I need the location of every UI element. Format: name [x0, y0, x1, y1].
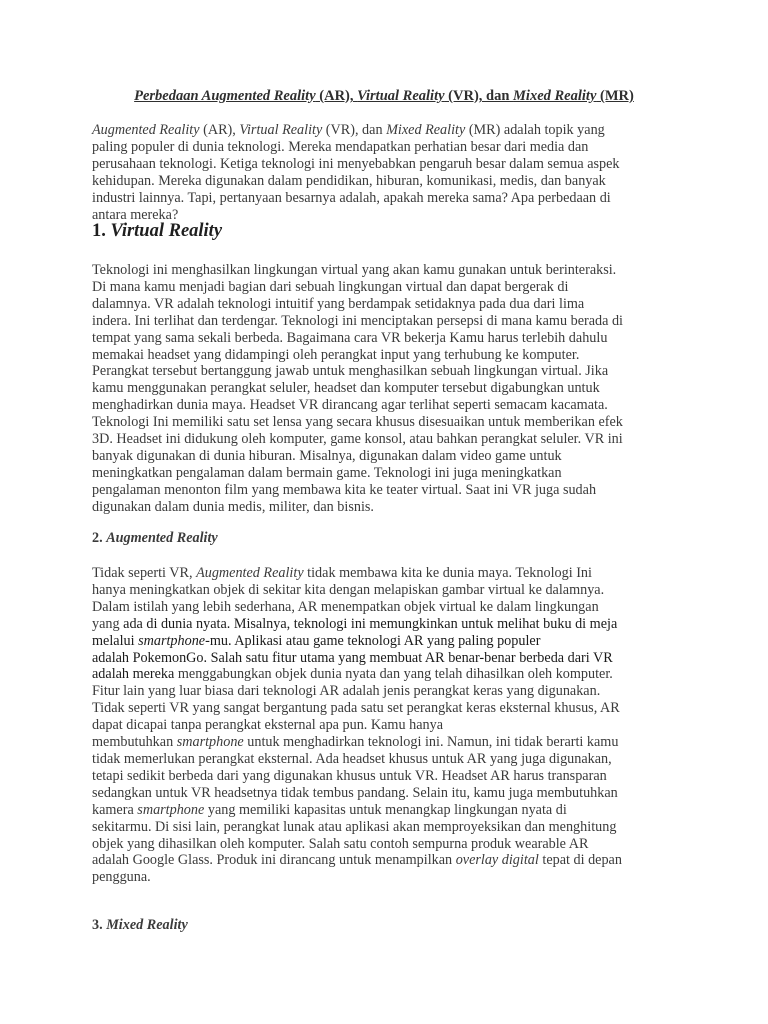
document-title — [0, 88, 768, 105]
intro-line: industri lainnya. Tapi, pertanyaan besarnya adalah, apakah mereka sama? Apa perbedaan di — [92, 189, 611, 206]
vr-line: memakai headset yang didampingi oleh perangkat input yang terhubung ke komputer. — [92, 346, 580, 363]
ar-line: dapat dicapai tanpa perangkat eksternal apa pun. Kamu hanya — [92, 717, 443, 734]
intro-line: paling populer di dunia teknologi. Mereka mendapatkan perhatian besar dari media dan — [92, 138, 589, 155]
vr-line: meningkatkan pengalaman dalam bermain game. Teknologi ini juga meningkatkan — [92, 464, 562, 481]
mr-heading-number: 3. — [92, 917, 107, 933]
title-sep-2: (VR), dan — [444, 88, 514, 104]
intro-mr-term: Mixed Reality — [386, 122, 466, 138]
ar-line: sedangkan untuk VR headsetnya tidak tembus pandang. Selain itu, kamu juga membutuhkan — [92, 784, 618, 801]
ar-heading-number: 2. — [92, 530, 107, 546]
ar-text: ada di dunia nyata. Misalnya, teknologi ini memungkinkan untuk melihat buku di meja — [123, 615, 618, 632]
intro-text: (MR) adalah topik yang — [465, 122, 605, 138]
vr-line: tempat yang sama sekali berbeda. Bagaimana cara VR bekerja Kamu harus terlebih dahulu — [92, 329, 608, 346]
title-vr-term: Virtual Reality — [357, 88, 445, 104]
ar-text: tepat di depan — [538, 852, 622, 869]
ar-line — [92, 802, 692, 819]
ar-text: membutuhkan — [92, 734, 177, 751]
mr-section-heading — [92, 917, 188, 934]
ar-text: yang — [92, 615, 124, 632]
title-sep-1: (AR), — [315, 88, 358, 104]
ar-term: smartphone — [137, 801, 205, 818]
vr-heading-number: 1. — [92, 221, 111, 241]
ar-line: objek yang dihasilkan oleh komputer. Salah satu contoh sempurna produk wearable AR — [92, 835, 589, 852]
vr-line: Perangkat tersebut bertanggung jawab untuk menghasilkan sebuah lingkungan virtual. Jika — [92, 363, 609, 380]
vr-line: menghadirkan dunia maya. Headset VR dirancang agar terlihat seperti semacam kacamata. — [92, 397, 608, 414]
ar-heading-text: Augmented Reality — [106, 530, 218, 546]
intro-line: perusahaan teknologi. Ketiga teknologi ini menyebabkan pengaruh besar dalam semua aspek — [92, 155, 620, 172]
ar-line: tidak memerlukan perangkat eksternal. Ada headset khusus untuk AR yang juga digunakan, — [92, 750, 612, 767]
ar-text: kamera — [92, 801, 138, 818]
vr-line: Di mana kamu menjadi bagian dari sebuah lingkungan virtual dan dapat bergerak di — [92, 278, 569, 295]
title-mr-term: Mixed Reality — [513, 88, 597, 104]
vr-line: digunakan dalam dunia medis, militer, dan bisnis. — [92, 498, 374, 515]
ar-term: smartphone — [138, 632, 206, 649]
ar-text: adalah mereka — [92, 666, 175, 683]
ar-line — [92, 666, 692, 683]
ar-line — [92, 633, 692, 650]
ar-line: Tidak seperti VR yang sangat bergantung pada satu set perangkat keras eksternal khusus, AR — [92, 700, 620, 717]
intro-line: kehidupan. Mereka digunakan dalam pendidikan, hiburan, komunikasi, medis, dan banyak — [92, 172, 606, 189]
ar-line: hanya meningkatkan objek di sekitar kita dengan melapiskan gambar virtual ke dalamnya. — [92, 581, 605, 598]
intro-line — [92, 122, 692, 139]
intro-line: antara mereka? — [92, 206, 179, 223]
ar-text: adalah Google Glass. Produk ini dirancang untuk menampilkan — [92, 852, 456, 869]
intro-text: (AR), — [199, 122, 240, 138]
vr-line: pengalaman menonton film yang membawa kita ke teater virtual. Saat ini VR juga sudah — [92, 481, 597, 498]
title-ar-term: Perbedaan Augmented Reality — [134, 88, 316, 104]
ar-term: smartphone — [176, 734, 244, 751]
ar-text: tidak membawa kita ke dunia maya. Teknologi Ini — [303, 565, 592, 581]
vr-line: 3D. Headset ini didukung oleh komputer, game konsol, atau bahkan perangkat seluler. VR ini — [92, 431, 623, 448]
ar-line — [92, 852, 692, 869]
title-sep-3: (MR) — [596, 88, 634, 104]
ar-text: yang memiliki kapasitas untuk menangkap lingkungan nyata di — [204, 801, 567, 818]
vr-line: Teknologi ini menghasilkan lingkungan virtual yang akan kamu gunakan untuk berinteraksi. — [92, 262, 617, 278]
vr-heading-text: Virtual Reality — [110, 221, 223, 241]
vr-line: dalamnya. VR adalah teknologi intuitif yang berdampak setidaknya pada dua dari lima — [92, 295, 585, 312]
ar-section-heading — [92, 530, 218, 547]
ar-text: -mu. Aplikasi atau game teknologi AR yang paling populer — [205, 632, 541, 649]
mr-heading-text: Mixed Reality — [106, 917, 188, 933]
ar-text: untuk menghadirkan teknologi ini. Namun, ini tidak berarti kamu — [243, 734, 619, 751]
ar-line — [92, 616, 692, 633]
ar-term: overlay digital — [455, 852, 539, 869]
ar-text: melalui — [92, 632, 139, 649]
intro-vr-term: Virtual Reality — [239, 122, 323, 138]
ar-line: Fitur lain yang luar biasa dari teknologi AR adalah jenis perangkat keras yang digunakan. — [92, 683, 601, 700]
vr-line: Teknologi Ini memiliki satu set lensa yang secara khusus disesuaikan untuk memberikan efek — [92, 414, 623, 431]
intro-paragraph — [92, 122, 692, 223]
vr-line: kamu menggunakan perangkat seluler, headset dan komputer tersebut digabungkan untuk — [92, 380, 600, 397]
ar-line: adalah PokemonGo. Salah satu fitur utama yang membuat AR benar-benar berbeda dari VR — [92, 649, 613, 666]
vr-paragraph — [92, 262, 692, 516]
vr-section-heading — [92, 221, 222, 242]
ar-line — [92, 565, 692, 582]
ar-line — [92, 734, 692, 751]
ar-text: menggabungkan objek dunia nyata dan yang telah dihasilkan oleh komputer. — [174, 666, 613, 683]
ar-paragraph — [92, 565, 692, 886]
ar-line: pengguna. — [92, 869, 151, 886]
intro-ar-term: Augmented Reality — [92, 122, 200, 138]
vr-line: banyak digunakan di dunia hiburan. Misalnya, digunakan dalam video game untuk — [92, 447, 562, 464]
intro-text: (VR), dan — [322, 122, 387, 138]
vr-line: indera. Ini terlihat dan terdengar. Teknologi ini menciptakan persepsi di mana kamu berada di — [92, 312, 623, 329]
ar-text: Tidak seperti VR, — [92, 565, 197, 581]
ar-term: Augmented Reality — [196, 565, 304, 581]
ar-line: sekitarmu. Di sisi lain, perangkat lunak atau aplikasi akan memproyeksikan dan menghitung — [92, 818, 617, 835]
ar-line: tetapi sedikit berbeda dari yang digunakan khusus untuk VR. Headset AR harus transparan — [92, 767, 607, 784]
ar-line: Dalam istilah yang lebih sederhana, AR menempatkan objek virtual ke dalam lingkungan — [92, 598, 599, 615]
